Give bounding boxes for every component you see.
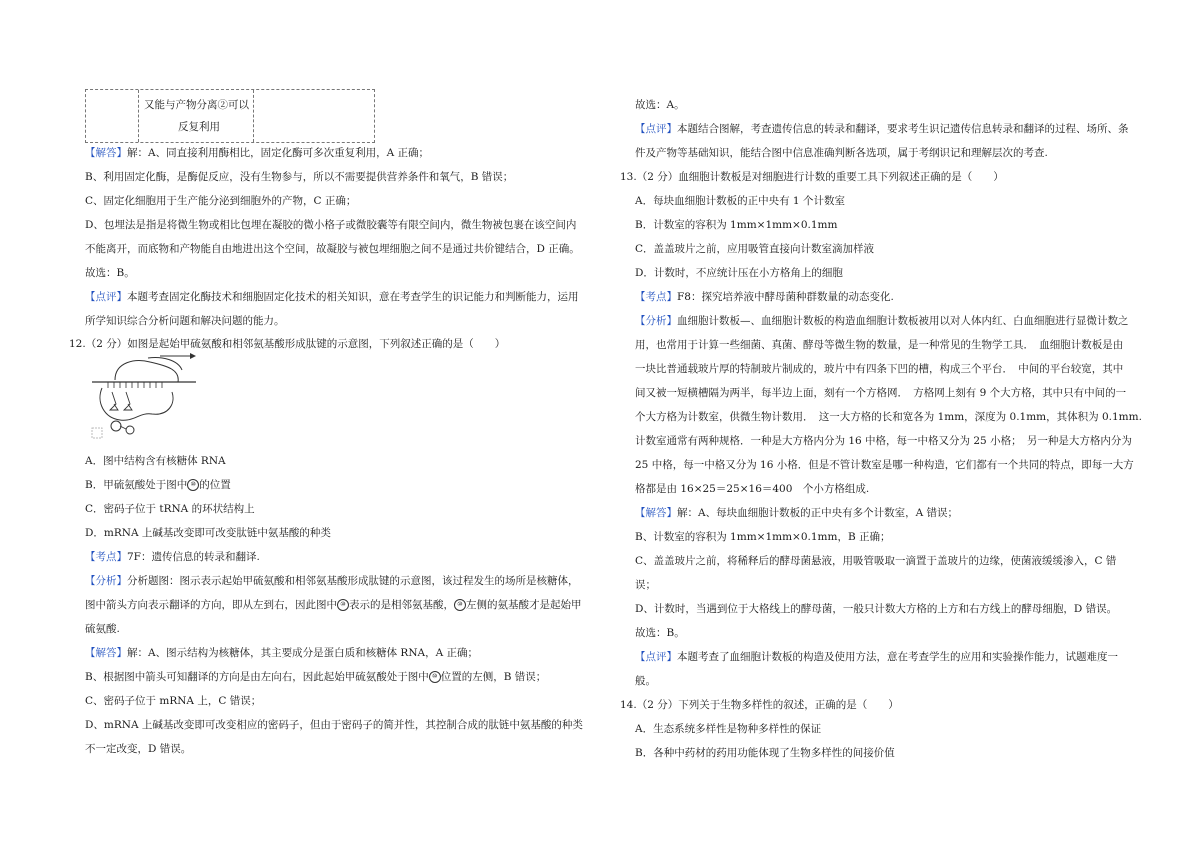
q11-answer-d-line2: 不能离开，而底物和产物能自由地进出这个空间，故凝胶与被包埋细胞之间不是通过共价键结合，D 正确。 <box>85 243 580 255</box>
q11-review-line1 <box>85 290 579 304</box>
q12-option-d: D．mRNA 上碱基改变即可改变肽链中氨基酸的种类 <box>85 527 331 539</box>
arrow-head-icon <box>190 353 196 359</box>
large-subunit-outline <box>115 361 178 382</box>
trna-right <box>124 392 132 410</box>
q12-review-line1 <box>635 122 1129 136</box>
q12-answer-a <box>85 646 478 660</box>
circled-number-icon: ⑩ <box>337 599 349 611</box>
option-text: 的位置 <box>199 479 231 491</box>
review-tag: 【点评】 <box>635 123 677 135</box>
answer-text: 解：A、每块血细胞计数板的正中央有多个计数室，A 错误； <box>677 507 959 519</box>
small-subunit-outline <box>100 388 173 420</box>
table-cell-text: 反复利用 <box>178 121 220 133</box>
option-text: B．甲硫氨酸处于图中 <box>85 479 188 491</box>
q13-answer-a <box>635 506 958 520</box>
answer-tag: 【解答】 <box>85 147 127 159</box>
q12-answer-c: C、密码子位于 mRNA 上，C 错误； <box>85 695 262 707</box>
circled-number-icon: ⑩ <box>429 671 441 683</box>
analysis-text: 分析题图：图示表示起始甲硫氨酸和相邻氨基酸形成肽键的示意图，该过程发生的场所是核糖体， <box>127 575 579 587</box>
q13-analysis-line4: 间又被一短横槽隔为两半，每半边上面，刻有一个方格网． 方格网上刻有 9 个大方格，其中只有中间的一 <box>635 387 1127 399</box>
q13-answer-c-line1: C、盖盖玻片之前，将稀释后的酵母菌悬液，用吸管吸取一滴置于盖玻片的边缘，使菌液缓缓渗入，C 错 <box>635 555 1117 567</box>
answer-text: 解：A、同直接利用酶相比，固定化酶可多次重复利用，A 正确； <box>127 147 430 159</box>
q12-option-c: C．密码子位于 tRNA 的环状结构上 <box>85 503 255 515</box>
answer-text: 位置的左侧，B 错误； <box>440 671 547 683</box>
q13-review-line1 <box>635 650 1118 664</box>
q11-answer-c: C、固定化细胞用于生产能分泌到细胞外的产物，C 正确； <box>85 195 357 207</box>
q12-answer-b <box>85 670 546 684</box>
amino-acid-circle <box>126 426 134 434</box>
analysis-text: 图中箭头方向表示翻译的方向，即从左到右，因此图中 <box>85 599 337 611</box>
q13-analysis-line6: 计数室通常有两种规格．一种是大方格内分为 16 中格，每一中格又分为 25 小格； 另一种是大方格内分为 <box>635 435 1132 447</box>
q13-analysis-line5: 个大方格为计数室，供微生物计数用． 这一大方格的长和宽各为 1mm，深度为 0.1mm，其体积为 0.1mm. <box>635 411 1142 423</box>
answer-text: B、根据图中箭头可知翻译的方向是由左向右，因此起始甲硫氨酸处于图中 <box>85 671 429 683</box>
analysis-text: 表示的是相邻氨基酸， <box>349 599 454 611</box>
circled-number-icon: ⑩ <box>454 599 466 611</box>
q11-choice: 故选：B。 <box>85 267 135 279</box>
q13-answer-c-line2: 误； <box>635 579 656 591</box>
q13-analysis-line7: 25 中格，每一中格又分为 16 小格．但是不管计数室是哪一种构造，它们都有一个共同的特点，即每一大方 <box>635 459 1134 471</box>
answer-tag: 【解答】 <box>85 647 127 659</box>
table-divider <box>253 90 254 142</box>
q12-stem: 12.（2 分）如图是起始甲硫氨酸和相邻氨基酸形成肽键的示意图，下列叙述正确的是（ ） <box>69 338 506 350</box>
review-text: 本题考查固定化酶技术和细胞固定化技术的相关知识，意在考查学生的识记能力和判断能力，运用 <box>127 291 579 303</box>
analysis-text: 左侧的氨基酸才是起始甲 <box>466 599 582 611</box>
point-tag: 【考点】 <box>635 291 677 303</box>
analysis-tag: 【分析】 <box>635 315 677 327</box>
q13-analysis-line3: 一块比普通载玻片厚的特制玻片制成的，玻片中有四条下凹的槽，构成三个平台． 中间的平台较宽，其中 <box>635 363 1124 375</box>
review-text: 本题考查了血细胞计数板的构造及使用方法，意在考查学生的应用和实验操作能力，试题难度一 <box>677 651 1118 663</box>
q13-option-a: A．每块血细胞计数板的正中央有 1 个计数室 <box>635 195 845 207</box>
q12-analysis-line1 <box>85 574 579 588</box>
answer-tag: 【解答】 <box>635 507 677 519</box>
q13-option-d: D．计数时，不应统计压在小方格角上的细胞 <box>635 267 843 279</box>
q11-answer-d-line1: D、包埋法是指是将微生物或相比包埋在凝胶的微小格子或微胶囊等有限空间内，微生物被包裹在该空间内 <box>85 219 577 231</box>
q13-answer-b: B、计数室的容积为 1mm×1mm×0.1mm，B 正确； <box>635 531 891 543</box>
review-text: 本题结合图解，考查遗传信息的转录和翻译，要求考生识记遗传信息转录和翻译的过程、场所、条 <box>677 123 1129 135</box>
q12-review-line2: 件及产物等基础知识，能结合图中信息准确判断各选项，属于考纲识记和理解层次的考查. <box>635 147 1048 159</box>
q13-review-line2: 般。 <box>635 675 656 687</box>
table-cell-text: 又能与产物分离②可以 <box>144 99 249 111</box>
q13-point <box>635 290 894 304</box>
q13-choice: 故选：B。 <box>635 627 685 639</box>
q14-option-b: B．各种中药材的药用功能体现了生物多样性的间接价值 <box>635 747 895 759</box>
analysis-text: 血细胞计数板—、血细胞计数板的构造血细胞计数板被用以对人体内红、白血细胞进行显微计数之 <box>677 315 1129 327</box>
q13-analysis-line8: 格都是由 16×25＝25×16＝400 个小方格组成. <box>635 483 870 495</box>
q13-option-c: C．盖盖玻片之前，应用吸管直接向计数室滴加样液 <box>635 243 875 255</box>
q11-answer-a <box>85 146 429 160</box>
answer-text: 解：A、图示结构为核糖体，其主要成分是蛋白质和核糖体 RNA，A 正确； <box>127 647 479 659</box>
point-text: 7F：遗传信息的转录和翻译. <box>127 551 260 563</box>
trna-left <box>110 392 118 410</box>
point-text: F8：探究培养液中酵母菌种群数量的动态变化. <box>677 291 894 303</box>
q11-answer-b: B、利用固定化酶，是酶促反应，没有生物参与，所以不需要提供营养条件和氧气，B 错误； <box>85 171 514 183</box>
q12-option-b <box>85 478 231 492</box>
q12-choice: 故选：A。 <box>635 99 685 111</box>
q11-review-line2: 所学知识综合分析问题和解决问题的能力。 <box>85 315 285 327</box>
q14-stem: 14.（2 分）下列关于生物多样性的叙述，正确的是（ ） <box>620 699 899 711</box>
q13-analysis-line1 <box>635 314 1129 328</box>
q13-stem: 13.（2 分）血细胞计数板是对细胞进行计数的重要工具下列叙述正确的是（ ） <box>620 171 1004 183</box>
q13-analysis-line2: 用，也常用于计算一些细菌、真菌、酵母等微生物的数量，是一种常见的生物学工具． 血细胞计数板是由 <box>635 339 1124 351</box>
table-divider <box>138 90 139 142</box>
ribosome-subunit-outline <box>148 358 182 371</box>
q13-option-b: B．计数室的容积为 1mm×1mm×0.1mm <box>635 219 838 231</box>
review-tag: 【点评】 <box>85 291 127 303</box>
amino-acid-circle <box>111 421 121 431</box>
ribosome-translation-diagram <box>90 352 200 444</box>
q12-option-a: A．图中结构含有核糖体 RNA <box>85 455 226 467</box>
q14-option-a: A．生态系统多样性是物种多样性的保证 <box>635 723 822 735</box>
circled-number-icon: ⑩ <box>187 479 199 491</box>
diagram-watermark <box>92 428 102 438</box>
answer-table-fragment <box>85 89 375 143</box>
point-tag: 【考点】 <box>85 551 127 563</box>
q12-answer-d-line1: D、mRNA 上碱基改变即可改变相应的密码子，但由于密码子的简并性，其控制合成的肽链中氨基酸的种类 <box>85 719 583 731</box>
q12-point <box>85 550 260 564</box>
q13-answer-d: D、计数时，当遇到位于大格线上的酵母菌，一般只计数大方格的上方和右方线上的酵母细胞，D 错误。 <box>635 603 1118 615</box>
q12-answer-d-line2: 不一定改变，D 错误。 <box>85 743 192 755</box>
analysis-tag: 【分析】 <box>85 575 127 587</box>
q12-analysis-line2 <box>85 598 582 612</box>
mrna-bases <box>108 382 162 388</box>
review-tag: 【点评】 <box>635 651 677 663</box>
q12-analysis-line3: 硫氨酸. <box>85 623 120 635</box>
